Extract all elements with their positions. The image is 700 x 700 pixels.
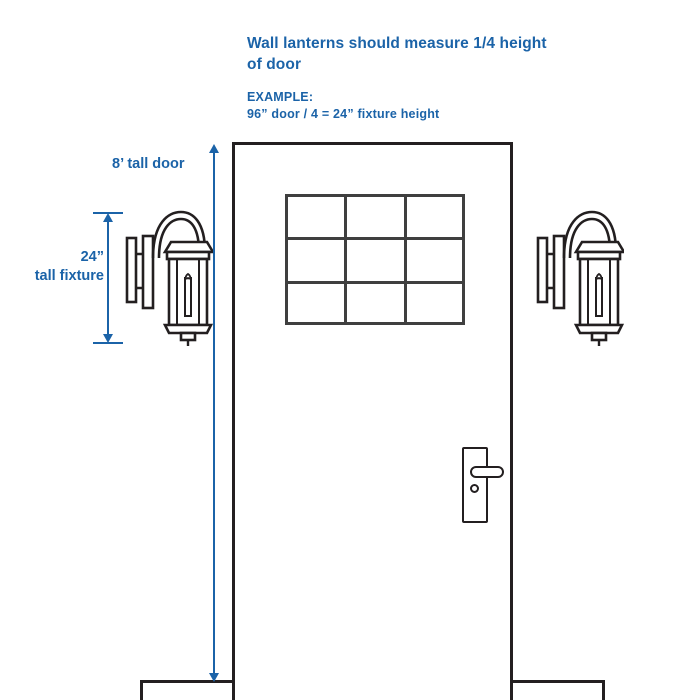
window-mullion-vertical-2: [404, 194, 407, 325]
fixture-dim-line: [107, 220, 109, 335]
fixture-height-label-line2: tall fixture: [34, 268, 104, 284]
door-dim-arrow-bottom: [209, 673, 219, 682]
fixture-dim-arrow-bottom: [103, 334, 113, 343]
wall-lantern-left: [125, 196, 213, 352]
door-height-label: 8’ tall door: [112, 156, 185, 172]
door-window-grid: [285, 194, 465, 325]
example-label: EXAMPLE:: [247, 90, 314, 104]
wall-lantern-right: [536, 196, 624, 352]
window-mullion-horizontal-2: [285, 281, 465, 284]
fixture-height-label-line1: 24”: [80, 249, 104, 265]
door-handle-keyhole-icon: [470, 484, 479, 493]
headline-text: Wall lanterns should measure 1/4 height of door: [247, 35, 547, 73]
window-mullion-vertical-1: [344, 194, 347, 325]
window-mullion-horizontal-1: [285, 237, 465, 240]
door-dim-line: [213, 151, 215, 678]
fixture-height-label: [10, 248, 104, 286]
door-handle-lever: [470, 466, 504, 478]
example-value: 96” door / 4 = 24” fixture height: [247, 107, 440, 121]
